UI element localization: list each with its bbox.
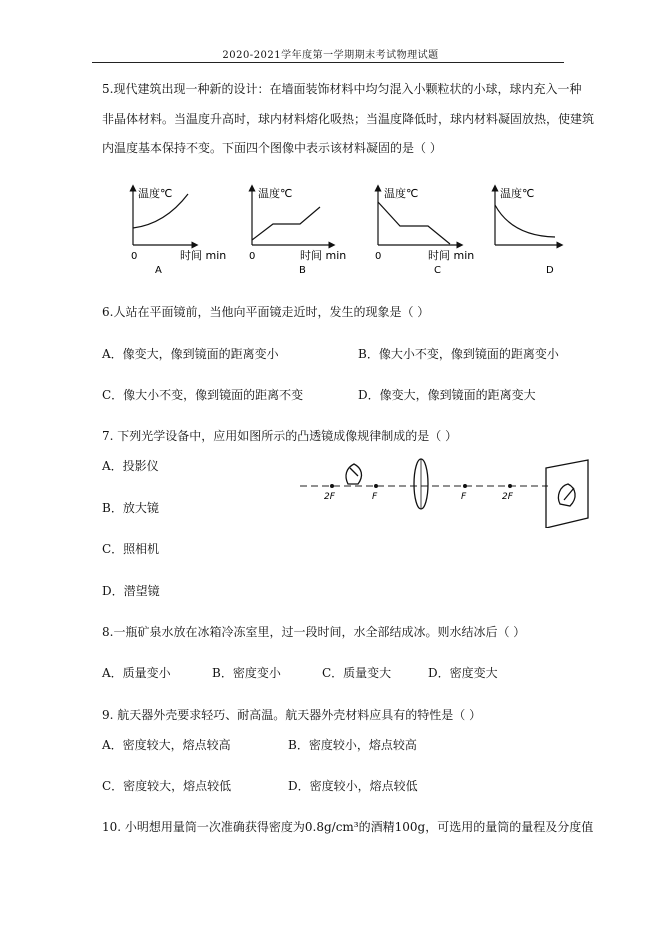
point-f-right bbox=[463, 484, 467, 488]
page-header: 2020-2021学年度第一学期期末考试物理试题 bbox=[222, 50, 439, 61]
graph-b-curve bbox=[252, 207, 320, 240]
object bbox=[346, 464, 361, 484]
q8-option-b: B．密度变小 bbox=[212, 666, 281, 680]
graph-c bbox=[375, 186, 474, 276]
graph-a-letter: A bbox=[155, 265, 162, 276]
q7-option-d: D．潜望镜 bbox=[102, 584, 160, 598]
label-2f-right: 2F bbox=[502, 492, 513, 502]
graph-c-letter: C bbox=[434, 265, 441, 276]
q7-option-c: C．照相机 bbox=[102, 542, 160, 556]
q6-option-d: D．像变大，像到镜面的距离变大 bbox=[358, 388, 536, 402]
graph-c-curve bbox=[378, 202, 450, 244]
q6-option-c: C．像大小不变，像到镜面的距离不变 bbox=[102, 388, 304, 402]
q9-option-c: C．密度较大，熔点较低 bbox=[102, 779, 232, 793]
q6-stem: 6.人站在平面镜前，当他向平面镜走近时，发生的现象是（ ） bbox=[102, 305, 430, 319]
graph-b bbox=[249, 186, 346, 276]
q8-option-c: C．质量变大 bbox=[322, 666, 392, 680]
point-f-left bbox=[374, 484, 378, 488]
graph-a bbox=[131, 186, 226, 276]
q9-option-a: A．密度较大，熔点较高 bbox=[102, 738, 231, 752]
label-f-right: F bbox=[461, 492, 467, 502]
graph-a-ylabel: 温度℃ bbox=[138, 187, 173, 200]
q8-option-d: D．密度变大 bbox=[428, 666, 498, 680]
q6-option-b: B．像大小不变，像到镜面的距离变小 bbox=[358, 347, 559, 361]
q8-stem: 8.一瓶矿泉水放在冰箱冷冻室里，过一段时间，水全部结成冰。则水结冰后（ ） bbox=[102, 625, 526, 639]
q9-option-d: D．密度较小，熔点较低 bbox=[288, 779, 418, 793]
point-2f-left bbox=[330, 484, 334, 488]
q9-option-b: B．密度较小，熔点较高 bbox=[288, 738, 417, 752]
q8-option-a: A．质量变小 bbox=[102, 666, 171, 680]
screen bbox=[546, 460, 588, 528]
graph-c-origin: 0 bbox=[375, 251, 382, 262]
graph-d-curve bbox=[495, 205, 555, 237]
q5-graphs bbox=[0, 180, 661, 290]
graph-c-xlabel: 时间 min bbox=[428, 249, 475, 262]
graph-a-xlabel: 时间 min bbox=[180, 249, 227, 262]
q7-stem: 7. 下列光学设备中，应用如图所示的凸透镜成像规律制成的是（ ） bbox=[102, 429, 458, 443]
q5-line-3: 内温度基本保持不变。下面四个图像中表示该材料凝固的是（ ） bbox=[102, 141, 442, 155]
q5-line-2: 非晶体材料。当温度升高时，球内材料熔化吸热；当温度降低时，球内材料凝固放热，使建筑 bbox=[102, 112, 595, 126]
q6-option-a: A．像变大，像到镜面的距离变小 bbox=[102, 347, 279, 361]
graph-c-ylabel: 温度℃ bbox=[384, 187, 419, 200]
q7-option-b: B．放大镜 bbox=[102, 501, 159, 515]
q9-stem: 9. 航天器外壳要求轻巧、耐高温。航天器外壳材料应具有的特性是（ ） bbox=[102, 708, 482, 722]
point-2f-right bbox=[508, 484, 512, 488]
graph-a-origin: 0 bbox=[131, 251, 138, 262]
q7-option-a: A．投影仪 bbox=[102, 459, 159, 473]
q5-line-1: 5.现代建筑出现一种新的设计：在墙面装饰材料中均匀混入小颗粒状的小球，球内充入一种 bbox=[102, 82, 582, 96]
graph-d-letter: D bbox=[546, 265, 554, 276]
q10-stem: 10. 小明想用量筒一次准确获得密度为0.8g/cm³的酒精100g，可选用的量筒的量程及分度值 bbox=[102, 820, 594, 834]
graph-b-xlabel: 时间 min bbox=[300, 249, 347, 262]
graph-b-origin: 0 bbox=[249, 251, 256, 262]
graph-b-ylabel: 温度℃ bbox=[258, 187, 293, 200]
header-rule bbox=[92, 62, 564, 63]
graph-d bbox=[495, 186, 560, 276]
label-f-left: F bbox=[372, 492, 378, 502]
graph-b-letter: B bbox=[299, 265, 306, 276]
graph-d-ylabel: 温度℃ bbox=[500, 187, 535, 200]
lens-diagram bbox=[298, 448, 608, 528]
label-2f-left: 2F bbox=[324, 492, 335, 502]
